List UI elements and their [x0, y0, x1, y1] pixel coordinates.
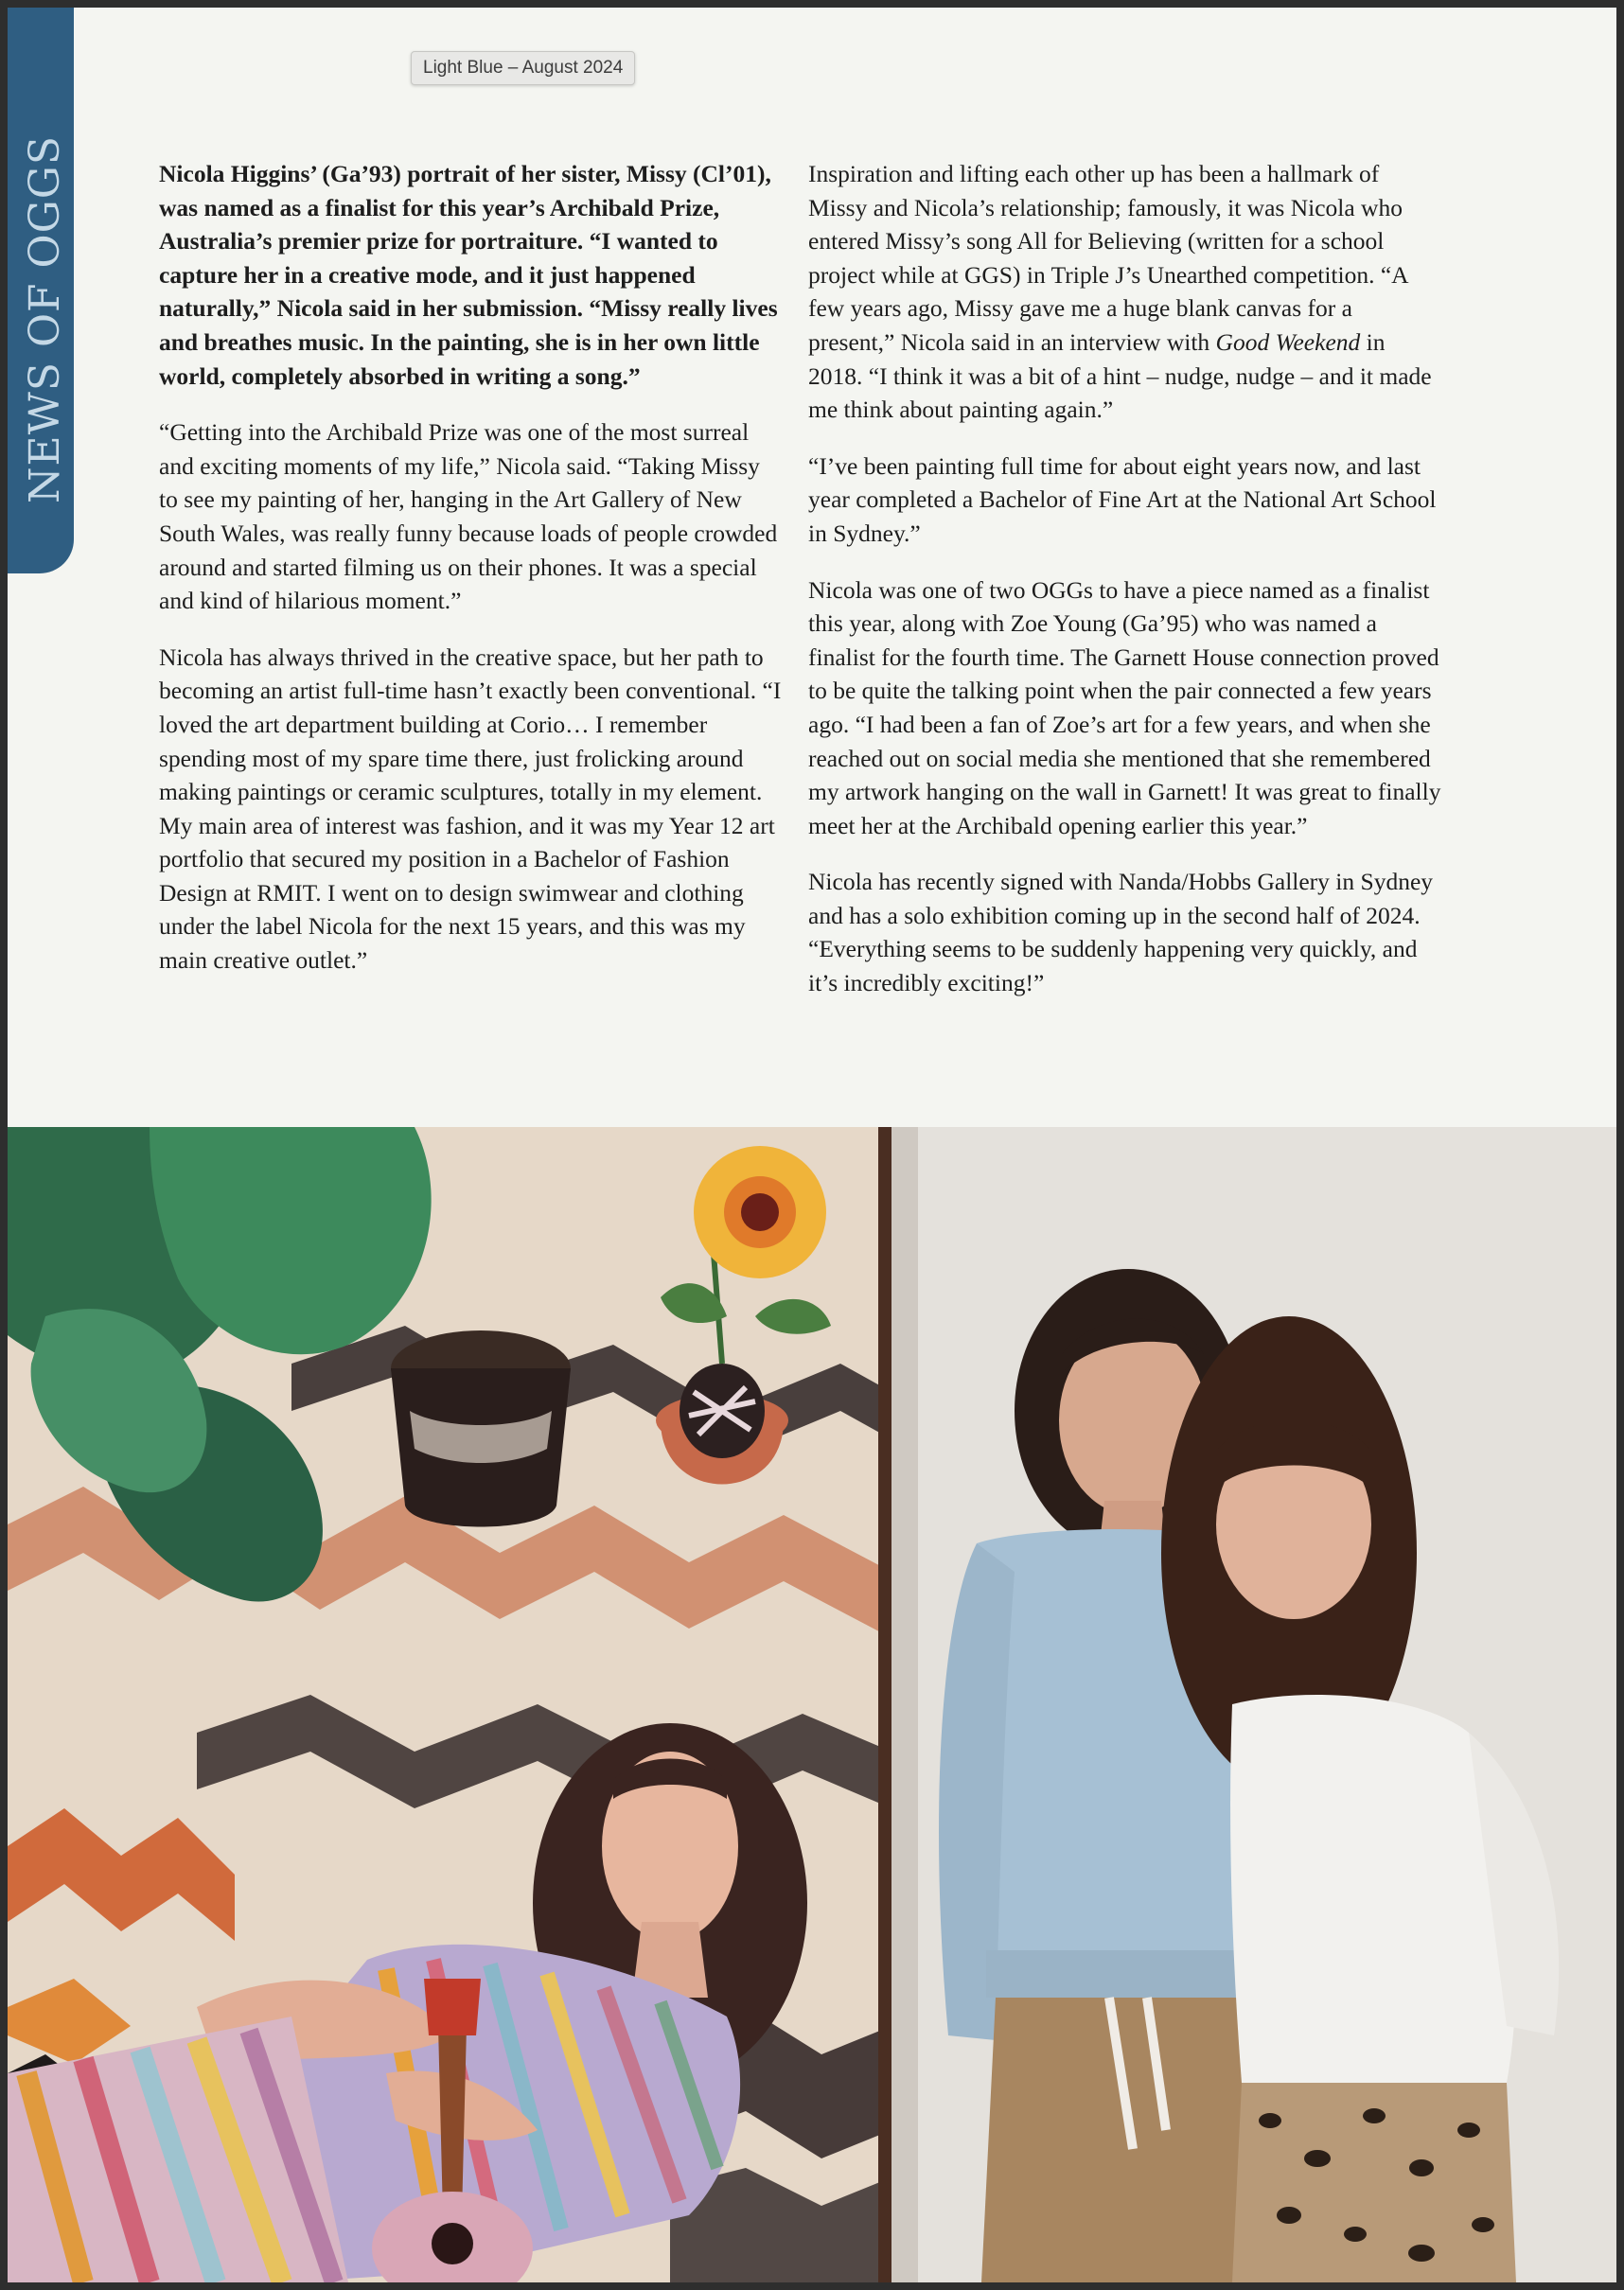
article-text: Inspiration and lifting each other up has been a hallmark of Missy and Nicola’s relationship; famously, it was Nicola who entered Missy’s song All for Believing (written for a school project while at GGS) in Triple J’s Unearthed competition. “A few years ago, Missy gave me a huge blank canvas for a present,” Nicola said in an interview with	[808, 160, 1408, 356]
archibald-painting-image	[8, 1127, 891, 2282]
article-column-left	[159, 157, 784, 1000]
article-paragraph: Nicola has recently signed with Nanda/Hobbs Gallery in Sydney and has a solo exhibition coming up in the second half of 2024. “Everything seems to be suddenly happening very quickly, and it’s incredibly exciting!”	[808, 868, 1434, 997]
article-column-right	[808, 157, 1444, 1023]
article-paragraph: Nicola was one of two OGGs to have a piece named as a finalist this year, along with Zoe Young (Ga’95) who was named a finalist for the fourth time. The Garnett House connection proved to be quite the talking point when the pair connected a few years ago. “I had been a fan of Zoe’s art for a few years, and when she reached out on social media she mentioned that she remembered my artwork hanging on the wall in Garnett! It was great to finally meet her at the Archibald opening earlier this year.”	[808, 575, 1441, 839]
article-text: in 2018. “I think it was a bit of a hint – nudge, nudge – and it made me think about painting again.”	[808, 327, 1432, 424]
article-paragraph: Nicola has always thrived in the creative space, but her path to becoming an artist full-time hasn’t exactly been conventional. “I loved the art department building at Corio… I remember spending most of my spare time there, just frolicking around making paintings or ceramic sculptures, totally in my element. My main area of interest was fashion, and it was my Year 12 art portfolio that secured my position in a Bachelor of Fashion Design at RMIT. I went on to design swimwear and clothing under the label Nicola for the next 15 years, and this was my main creative outlet.”	[159, 643, 782, 975]
section-tab-label: NEWS OF OGGS	[21, 134, 69, 503]
feature-photo	[8, 1127, 1616, 2282]
article-paragraph: “Getting into the Archibald Prize was one of the most surreal and exciting moments of my life,” Nicola said. “Taking Missy to see my painting of her, hanging in the Art Gallery of New South Wales, was really funny because loads of people crowded around and started filming us on their phones. It was a special and kind of hilarious moment.”	[159, 418, 778, 615]
article-paragraph: “I’ve been painting full time for about eight years now, and last year completed a Bachelor of Fine Art at the National Art School in Sydney.”	[808, 451, 1437, 547]
magazine-page	[8, 8, 1616, 2282]
publication-title: Good Weekend	[1215, 327, 1361, 356]
section-tab	[8, 8, 74, 573]
gallery-photo-image	[891, 1127, 1616, 2282]
article-lead-paragraph: Nicola Higgins’ (Ga’93) portrait of her sister, Missy (Cl’01), was named as a finalist for this year’s Archibald Prize, Australia’s premier prize for portraiture. “I wanted to capture her in a creative mode, and it just happened naturally,” Nicola said in her submission. “Missy really lives and breathes music. In the painting, she is in her own little world, completely absorbed in writing a song.”	[159, 160, 778, 390]
issue-tag: Light Blue – August 2024	[411, 51, 635, 85]
article-paragraph	[808, 157, 1444, 427]
